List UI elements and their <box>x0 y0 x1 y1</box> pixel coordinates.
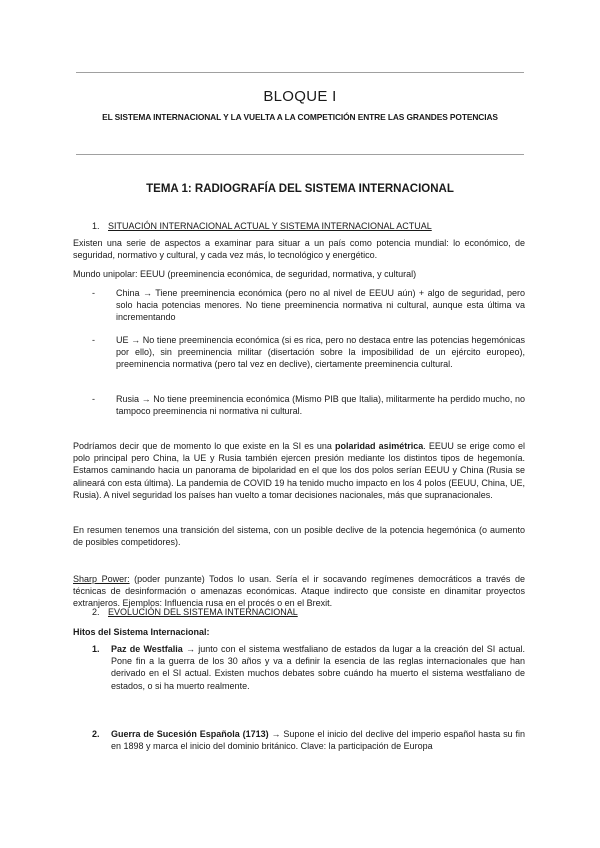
resumen-paragraph: En resumen tenemos una transición del sistema, con un posible declive de la potencia hegemónica (o aumento de posibles competidores). <box>73 525 525 548</box>
polarity-after: . EEUU se erige como el polo principal pero China, la UE y Rusia también ejercen presión mediante los distintos tipos de hegemonía. Estamos caminando hacia un panorama de bipolaridad en el que los dos polos serían EEUU y China (Rusia se alineará con esta última). La pandemia de COVID 19 ha tenido mucho impacto en los 4 polos (EEUU, China, UE, Rusia). A nivel seguridad los países han vuelto a tomar decisiones nacionales, más que supranacionales. <box>73 441 525 500</box>
section-2-title: EVOLUCIÓN DEL SISTEMA INTERNACIONAL <box>108 607 298 617</box>
bloque-title: BLOQUE I <box>263 88 337 105</box>
bullet-dash: - <box>92 394 95 404</box>
tema-title: TEMA 1: RADIOGRAFÍA DEL SISTEMA INTERNACIONAL <box>146 183 454 195</box>
hito-head: Guerra de Sucesión Española (1713) <box>111 729 269 739</box>
bullet-dash: - <box>92 288 95 298</box>
polarity-paragraph <box>73 440 525 501</box>
bullet-rusia-text: Rusia → No tiene preeminencia económica (Mismo PIB que Italia), militarmente ha perdido mucho, no tampoco preeminencia ni normativa ni cultural. <box>116 394 525 417</box>
polarity-before: Podríamos decir que de momento lo que existe en la SI es una <box>73 441 336 451</box>
bullet-ue <box>92 334 525 371</box>
hito-text <box>111 728 525 752</box>
section-1-number: 1. <box>92 221 100 231</box>
bullet-dash: - <box>92 335 95 345</box>
section-2-number: 2. <box>92 607 100 617</box>
bullet-china <box>92 287 525 324</box>
bullet-rusia <box>92 393 525 417</box>
section-1-intro: Existen una serie de aspectos a examinar para situar a un país como potencia mundial: lo económico, de seguridad, normativo y cultural, y cada vez más, lo tecnológico y energético. <box>73 238 525 261</box>
section-1-heading <box>92 221 432 231</box>
sharp-power-paragraph <box>73 573 525 610</box>
hito-head: Paz de Westfalia <box>111 644 183 654</box>
section-2-heading <box>92 607 298 617</box>
hito-item <box>92 728 525 752</box>
hito-body: → Supone el inicio del declive del imperio español hasta su fin en 1898 y marca el inicio del dominio británico. Clave: la participación de Europa <box>111 729 525 752</box>
hitos-label: Hitos del Sistema Internacional: <box>73 627 210 637</box>
bloque-subtitle: EL SISTEMA INTERNACIONAL Y LA VUELTA A LA COMPETICIÓN ENTRE LAS GRANDES POTENCIAS <box>102 112 498 122</box>
hito-item <box>92 643 525 692</box>
sharp-power-text: (poder punzante) Todos lo usan. Sería el ir socavando regímenes democráticos a través de técnicas de desinformación o amenazas económicas. Ataque indirecto que consiste en dinamitar proyectos extranjeros. Ejemplos: Influencia rusa en el procés o en el Brexit. <box>73 574 525 609</box>
hito-text <box>111 643 525 692</box>
section-1-title: SITUACIÓN INTERNACIONAL ACTUAL Y SISTEMA INTERNACIONAL ACTUAL <box>108 221 432 231</box>
hito-number: 1. <box>92 644 100 654</box>
top-divider <box>76 72 524 73</box>
bottom-divider <box>76 154 524 155</box>
sharp-power-label: Sharp Power: <box>73 574 130 584</box>
unipolar-line: Mundo unipolar: EEUU (preeminencia económica, de seguridad, normativa, y cultural) <box>73 269 417 279</box>
polarity-bold: polaridad asimétrica <box>335 441 424 451</box>
hito-body: → junto con el sistema westfaliano de estados da lugar a la creación del SI actual. Pone fin a la guerra de los 30 años y va a definir la esencia de las reglas internacionales que han derivado en el SI actual. Existen muchos debates sobre cuándo ha muerto el sistema westfaliano de estados, o si ha muerto realmente. <box>111 644 525 691</box>
hito-number: 2. <box>92 729 100 739</box>
bullet-china-text: China → Tiene preeminencia económica (pero no al nivel de EEUU aún) + algo de seguridad, pero solo hacia potencias menores. No tiene preeminencia normativa ni cultural, aunque esta última va incrementando <box>116 288 525 323</box>
bullet-ue-text: UE → No tiene preeminencia económica (si es rica, pero no destaca entre las potencias hegemónicas por ello), sin preeminencia militar (disertación sobre la imposibilidad de un ejército europeo), preeminencia normativa (pero tal vez en declive), ciertamente preeminencia cultural. <box>116 335 525 370</box>
